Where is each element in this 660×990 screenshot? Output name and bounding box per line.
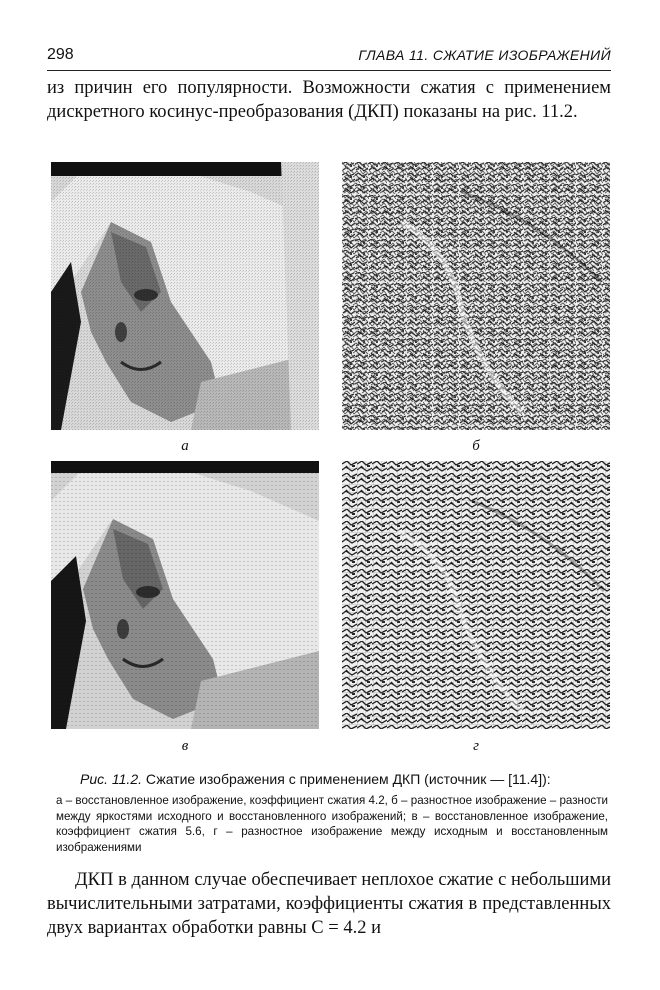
figure-panel-c-image: [51, 461, 319, 729]
figure-caption-title: [80, 771, 600, 787]
body-paragraph-top: из причин его популярности. Возможности сжатия с применением дискретного косинус-преобразования (ДКП) показаны на рис. 11.2.: [47, 78, 611, 122]
figure-panel-label-c: в: [181, 738, 189, 754]
figure-panel-d-image: [342, 461, 610, 729]
figure-caption-ref: Рис. 11.2.: [80, 771, 143, 787]
figure-panel-label-b: б: [472, 438, 480, 454]
figure-caption-body: а – восстановленное изображение, коэффициент сжатия 4.2, б – разностное изображение – разности между яркостями исходного и восстановленного изображений; в – восстановленное изображение, коэффициент сжатия 5.6, г – разностное изображение между исходным и восстановленным изображениями: [56, 794, 608, 854]
figure-panel-a-image: [51, 162, 319, 430]
figure-panel-label-a: а: [181, 438, 189, 454]
figure-caption-title-text: Сжатие изображения с применением ДКП (источник — [11.4]):: [145, 771, 551, 787]
page-header: [47, 44, 611, 71]
figure-panel-label-d: г: [473, 738, 479, 754]
running-head: ГЛАВА 11. СЖАТИЕ ИЗОБРАЖЕНИЙ: [358, 47, 611, 63]
page-number: 298: [47, 46, 74, 63]
body-paragraph-bottom: ДКП в данном случае обеспечивает неплохое сжатие с небольшими вычислительными затратами, коэффициенты сжатия в представленных двух вариантах обработки равны C = 4.2 и: [47, 870, 611, 938]
figure-panel-b-image: [342, 162, 610, 430]
